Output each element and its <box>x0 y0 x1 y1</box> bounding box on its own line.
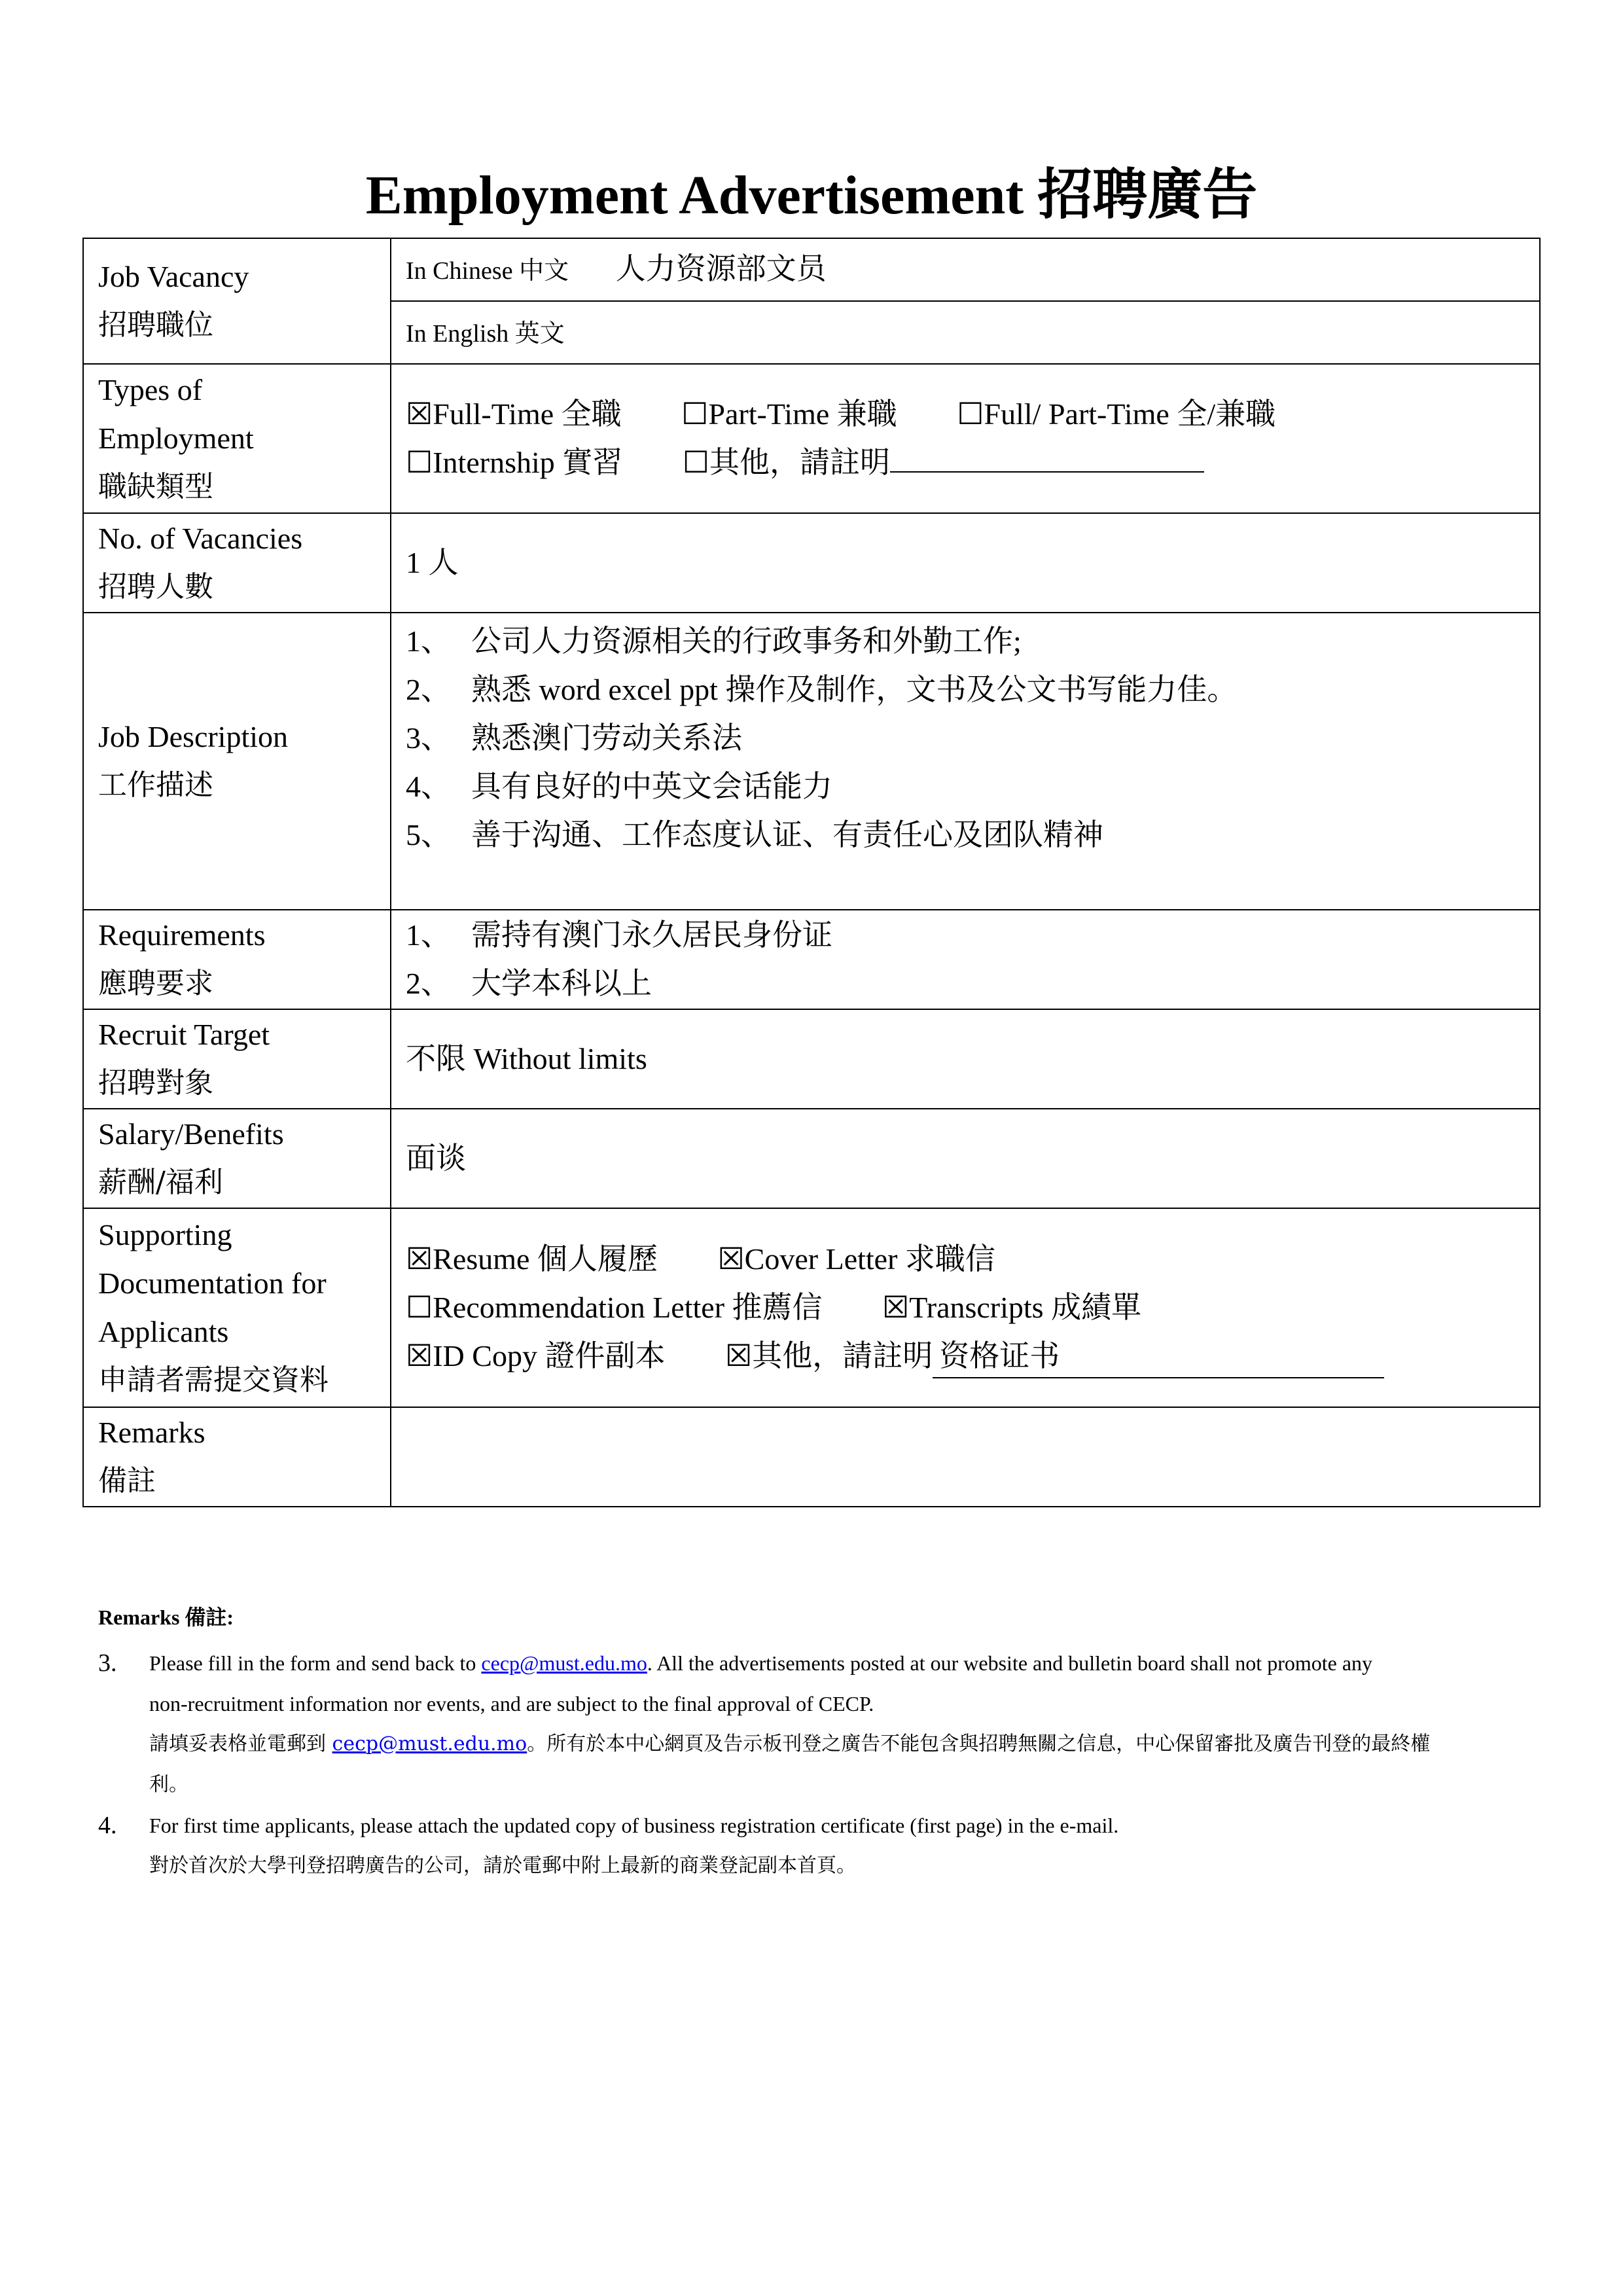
types-options <box>391 364 1540 513</box>
target-label-zh: 招聘對象 <box>98 1066 213 1100</box>
resume-checkbox[interactable]: ☒Resume 個人履歷 <box>406 1242 658 1276</box>
note-number: 3. <box>98 1649 117 1677</box>
job-vacancy-english-field[interactable] <box>391 301 1540 364</box>
description-item <box>406 617 1525 666</box>
target-value[interactable]: 不限 Without limits <box>391 1009 1540 1109</box>
item-text: 熟悉 word excel ppt 操作及制作，文书及公文书写能力佳。 <box>471 673 1238 706</box>
note-4-zh: 對於首次於大學刊登招聘廣告的公司，請於電郵中附上最新的商業登記副本首頁。 <box>149 1854 856 1877</box>
note-3-zh-cont: 利。 <box>149 1773 188 1796</box>
docs-other-field[interactable]: 资格证书 <box>933 1335 1384 1378</box>
description-item <box>406 762 1525 811</box>
vacancies-value[interactable]: 1 人 <box>391 513 1540 613</box>
salary-label-zh: 薪酬/福利 <box>98 1166 223 1199</box>
description-item <box>406 666 1525 714</box>
email-link[interactable]: cecp@must.edu.mo <box>481 1651 647 1675</box>
docs-other-label: ☒其他，請註明 <box>724 1339 933 1372</box>
target-label <box>83 1009 391 1109</box>
remarks-label-en: Remarks <box>98 1416 205 1449</box>
docs-label-en-3: Applicants <box>98 1315 229 1348</box>
item-number: 2、 <box>406 673 451 706</box>
types-other-field[interactable] <box>890 471 1204 473</box>
vacancies-label-zh: 招聘人數 <box>98 570 213 603</box>
item-text: 熟悉澳门劳动关系法 <box>471 721 742 755</box>
salary-value[interactable]: 面谈 <box>391 1109 1540 1208</box>
requirement-item <box>406 911 1525 960</box>
types-label-zh: 職缺類型 <box>98 470 213 503</box>
docs-label <box>83 1208 391 1407</box>
job-vacancy-label-en: Job Vacancy <box>98 260 249 293</box>
in-chinese-label: In Chinese 中文 <box>406 257 569 285</box>
job-vacancy-chinese-field[interactable] <box>391 238 1540 301</box>
item-number: 2、 <box>406 967 451 1000</box>
description-label <box>83 613 391 910</box>
remarks-label-zh: 備註 <box>98 1464 156 1498</box>
requirements-label-en: Requirements <box>98 918 266 952</box>
types-label-en-2: Employment <box>98 422 254 455</box>
types-label-en-1: Types of <box>98 373 203 406</box>
note-3-en-part-b: . All the advertisements posted at our website and bulletin board shall not promote any <box>647 1651 1373 1675</box>
description-field[interactable] <box>391 613 1540 910</box>
docs-label-en-1: Supporting <box>98 1218 232 1251</box>
recommendation-letter-checkbox[interactable]: ☐Recommendation Letter 推薦信 <box>406 1291 823 1324</box>
item-number: 1、 <box>406 918 451 952</box>
types-other-label: ☐其他，請註明 <box>682 446 891 479</box>
requirement-item <box>406 960 1525 1008</box>
description-item <box>406 811 1525 859</box>
salary-label-en: Salary/Benefits <box>98 1117 284 1151</box>
internship-checkbox[interactable]: ☐Internship 實習 <box>406 446 623 479</box>
transcripts-checkbox[interactable]: ☒Transcripts 成績單 <box>882 1291 1142 1324</box>
item-number: 3、 <box>406 721 451 755</box>
job-vacancy-chinese-value: 人力资源部文员 <box>615 251 827 285</box>
note-3-en-cont: non-recruitment information nor events, and are subject to the final approval of CECP. <box>149 1692 874 1715</box>
part-time-checkbox[interactable]: ☐Part-Time 兼職 <box>681 397 897 431</box>
docs-other-checkbox[interactable] <box>725 1332 1384 1380</box>
job-vacancy-label <box>83 238 391 364</box>
note-3-zh <box>149 1724 1538 1765</box>
cover-letter-checkbox[interactable]: ☒Cover Letter 求職信 <box>717 1242 995 1276</box>
vacancies-label-en: No. of Vacancies <box>98 522 303 555</box>
types-label <box>83 364 391 513</box>
remarks-field[interactable] <box>391 1407 1540 1507</box>
advertisement-form <box>82 238 1541 1507</box>
description-label-zh: 工作描述 <box>98 768 213 802</box>
in-english-label: In English 英文 <box>406 319 565 348</box>
notes-heading: Remarks 備註: <box>98 1605 234 1629</box>
requirements-label <box>83 910 391 1009</box>
target-label-en: Recruit Target <box>98 1018 270 1051</box>
footer-notes <box>98 1597 1538 1886</box>
vacancies-label <box>83 513 391 613</box>
item-text: 具有良好的中英文会话能力 <box>471 770 832 803</box>
docs-label-zh: 申請者需提交資料 <box>98 1363 329 1397</box>
note-3 <box>98 1643 1538 1805</box>
email-link[interactable]: cecp@must.edu.mo <box>332 1732 527 1755</box>
note-number: 4. <box>98 1812 117 1839</box>
item-text: 需持有澳门永久居民身份证 <box>471 918 832 952</box>
item-text: 公司人力资源相关的行政事务和外勤工作; <box>471 624 1022 658</box>
note-3-zh-part-b: 。所有於本中心網頁及告示板刊登之廣告不能包含與招聘無關之信息，中心保留審批及廣告刊登的最終權 <box>527 1732 1431 1755</box>
item-number: 1、 <box>406 624 451 658</box>
item-text: 善于沟通、工作态度认证、有责任心及团队精神 <box>471 818 1103 852</box>
remarks-label <box>83 1407 391 1507</box>
types-other-checkbox[interactable] <box>683 439 1204 487</box>
salary-label <box>83 1109 391 1208</box>
requirements-field[interactable] <box>391 910 1540 1009</box>
id-copy-checkbox[interactable]: ☒ID Copy 證件副本 <box>406 1339 666 1372</box>
page-title: Employment Advertisement 招聘廣告 <box>365 165 1258 226</box>
note-4-en: For first time applicants, please attach the updated copy of business registration certificate (first page) in the e-mail. <box>149 1814 1119 1837</box>
docs-options <box>391 1208 1540 1407</box>
item-number: 5、 <box>406 818 451 852</box>
description-label-en: Job Description <box>98 720 289 753</box>
docs-label-en-2: Documentation for <box>98 1266 327 1300</box>
full-time-checkbox[interactable]: ☒Full-Time 全職 <box>406 397 622 431</box>
note-3-en-part-a: Please fill in the form and send back to <box>149 1651 482 1675</box>
description-item <box>406 714 1525 762</box>
note-3-zh-part-a: 請填妥表格並電郵到 <box>149 1732 332 1755</box>
requirements-label-zh: 應聘要求 <box>98 967 213 1000</box>
job-vacancy-label-zh: 招聘職位 <box>98 308 213 342</box>
full-part-time-checkbox[interactable]: ☐Full/ Part-Time 全/兼職 <box>957 397 1276 431</box>
note-4 <box>98 1805 1538 1886</box>
item-text: 大学本科以上 <box>471 967 652 1000</box>
item-number: 4、 <box>406 770 451 803</box>
note-3-en <box>149 1643 1538 1683</box>
